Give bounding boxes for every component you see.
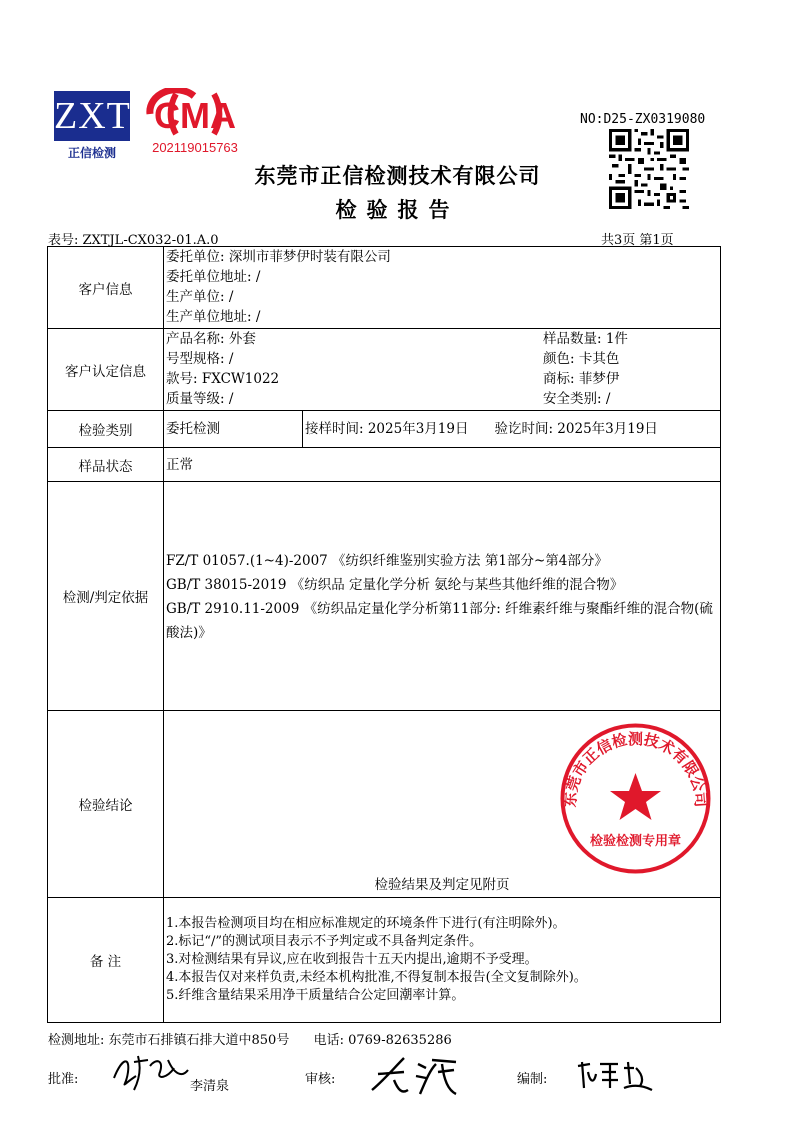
- remark-item: 2.标记“/”的测试项目表示不予判定或不具备判定条件。: [166, 934, 483, 949]
- review-label: 审核:: [305, 1072, 336, 1087]
- report-table: [47, 246, 721, 1023]
- zxt-logo-text: ZXT: [54, 91, 130, 141]
- approver-signature-icon: [108, 1048, 192, 1094]
- client-line: 委托单位: 深圳市菲梦伊时装有限公司: [166, 249, 391, 265]
- conclusion-row: [48, 711, 721, 898]
- basis-cell: [164, 482, 721, 711]
- client-info-row: [48, 247, 721, 329]
- product-field: 样品数量: 1件: [543, 331, 628, 347]
- cma-number: 202119015763: [152, 140, 238, 155]
- reviewer-signature-text: 石涛: [364, 1050, 366, 1051]
- product-field: 号型规格: /: [166, 351, 234, 367]
- remark-item: 4.本报告仅对来样负责,未经本机构批准,不得复制本报告(全文复制除外)。: [166, 970, 587, 985]
- remarks-row: [48, 898, 721, 1023]
- conclusion-cell: [164, 711, 721, 898]
- document-title: 检验报告: [335, 197, 460, 222]
- inspection-type-label: 检验类别: [48, 411, 164, 448]
- preparer-signature-text: 胡翠莲: [572, 1054, 575, 1055]
- preparer-signature-icon: [572, 1054, 656, 1096]
- product-field: 商标: 菲梦伊: [543, 371, 620, 387]
- report-number: NO:D25-ZX0319080: [580, 112, 706, 127]
- product-info-label: 客户认定信息: [48, 329, 164, 411]
- approve-label: 批准:: [48, 1072, 79, 1087]
- sample-state-label: 样品状态: [48, 448, 164, 482]
- client-info-label: 客户信息: [48, 247, 164, 329]
- prepare-label: 编制:: [517, 1072, 548, 1087]
- basis-standard: FZ/T 01057.(1~4)-2007 《纺织纤维鉴别实验方法 第1部分~第4部分》: [166, 553, 608, 569]
- inspection-type-row: [48, 411, 721, 448]
- client-info-cell: [164, 247, 721, 329]
- product-field: 产品名称: 外套: [166, 331, 256, 347]
- client-line: 生产单位地址: /: [166, 309, 261, 325]
- conclusion-label: 检验结论: [48, 711, 164, 898]
- remark-item: 3.对检测结果有异议,应在收到报告十五天内提出,逾期不予受理。: [166, 952, 538, 967]
- address-text: 检测地址: 东莞市石排镇石排大道中850号: [48, 1033, 290, 1048]
- company-seal-icon: [558, 721, 713, 876]
- basis-standard: GB/T 38015-2019 《纺织品 定量化学分析 氨纶与某些其他纤维的混合物》: [166, 577, 624, 593]
- product-info-cell: [164, 329, 721, 411]
- client-line: 生产单位: /: [166, 289, 234, 305]
- sample-state-row: [48, 448, 721, 482]
- inspection-type-value: 委托检测: [164, 411, 303, 448]
- seal-subtext: 检验检测专用章: [589, 834, 682, 849]
- zxt-logo-subtitle: 正信检测: [67, 146, 116, 160]
- page-info: 共3页 第1页: [601, 233, 674, 248]
- cma-logo: [142, 88, 248, 158]
- seal-text: 东莞市正信检测技术有限公司: [561, 729, 710, 808]
- product-field: 款号: FXCW1022: [166, 371, 280, 387]
- product-info-row: [48, 329, 721, 411]
- inspection-dates: [303, 411, 721, 448]
- remarks-label: 备 注: [48, 898, 164, 1023]
- cma-mark-icon: [142, 88, 248, 140]
- approver-name: 李清泉: [190, 1079, 230, 1094]
- approver-signature-text: 李清泉: [108, 1048, 111, 1049]
- zxt-logo: [54, 91, 131, 160]
- remark-item: 1.本报告检测项目均在相应标准规定的环境条件下进行(有注明除外)。: [166, 916, 566, 931]
- conclusion-text: 检验结果及判定见附页: [374, 877, 510, 893]
- remark-item: 5.纤维含量结果采用净干质量结合公定回潮率计算。: [166, 988, 465, 1003]
- basis-standard: GB/T 2910.11-2009 《纺织品定量化学分析第11部分: 纤维素纤维与聚酯纤维的混合物(硫酸法)》: [166, 601, 713, 641]
- remarks-cell: [164, 898, 721, 1023]
- sample-state-value: 正常: [164, 448, 721, 482]
- received-date: 接样时间: 2025年3月19日: [305, 421, 469, 437]
- basis-label: 检测/判定依据: [48, 482, 164, 711]
- basis-row: [48, 482, 721, 711]
- company-title: 东莞市正信检测技术有限公司: [254, 163, 541, 188]
- form-number: 表号: ZXTJL-CX032-01.A.0: [48, 233, 219, 248]
- product-field: 质量等级: /: [166, 391, 234, 407]
- seal-star-icon: [610, 773, 661, 820]
- reviewer-signature-icon: [364, 1050, 464, 1102]
- product-field: 安全类别: /: [543, 391, 611, 407]
- lab-address: [48, 1029, 452, 1048]
- phone-text: 电话: 0769-82635286: [313, 1033, 452, 1048]
- client-line: 委托单位地址: /: [166, 269, 261, 285]
- cma-logo-text: CMA: [154, 95, 236, 136]
- completed-date: 验讫时间: 2025年3月19日: [494, 421, 658, 437]
- product-field: 颜色: 卡其色: [543, 351, 620, 367]
